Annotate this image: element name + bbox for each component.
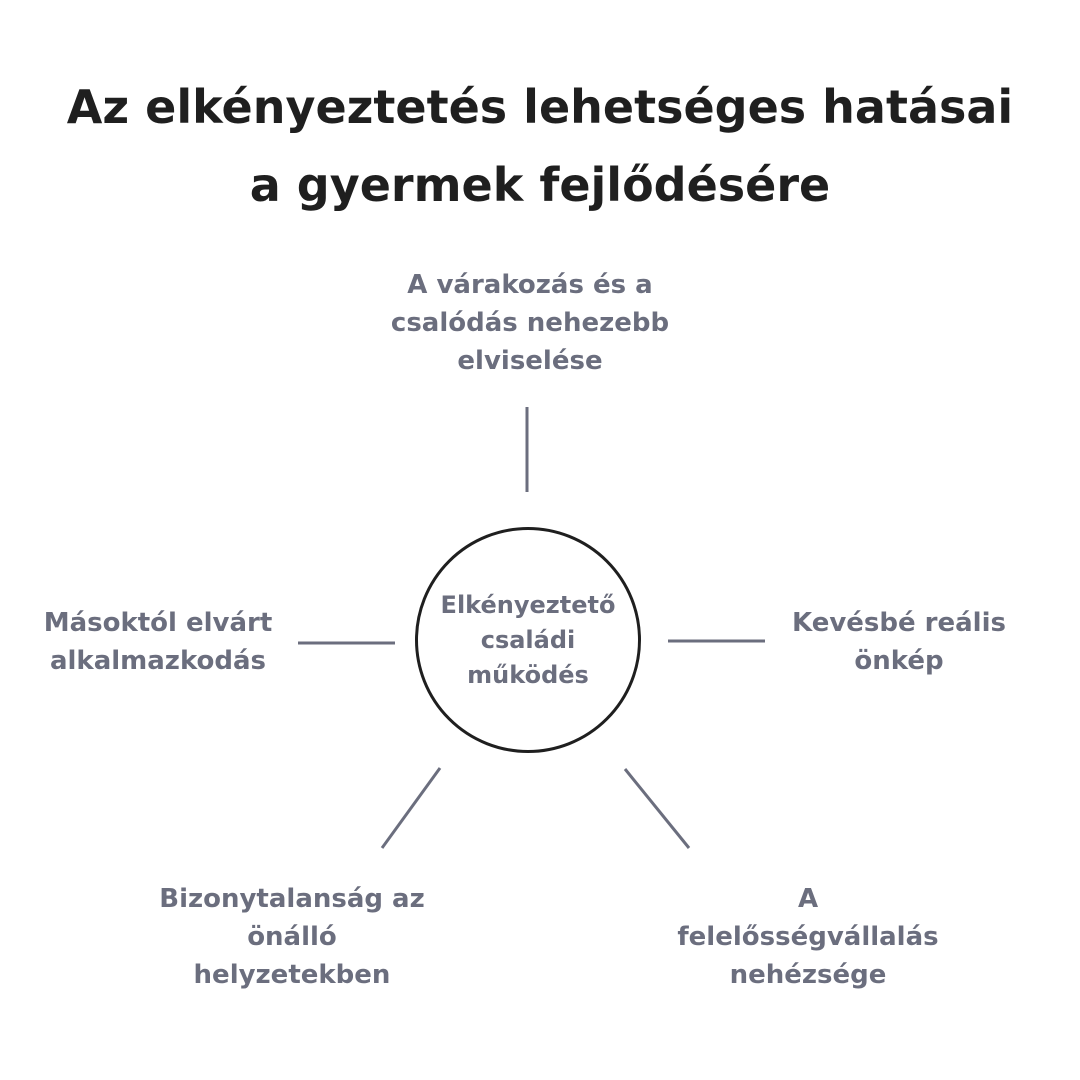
diagram-title-line-2: a gyermek fejlődésére [249, 158, 831, 212]
effect-bottom-right-line-3: nehézsége [729, 960, 887, 990]
center-node-line-3: működés [467, 660, 589, 689]
effect-top-line-2: csalódás nehezebb [390, 308, 670, 338]
effect-right [770, 604, 1028, 680]
connector-bottom-right [625, 769, 689, 848]
effect-bottom-left-line-1: Bizonytalanság az [159, 884, 425, 914]
connector-bottom-left [382, 768, 440, 848]
effect-bottom-left-line-3: helyzetekben [193, 960, 391, 990]
effect-top-line-3: elviselése [457, 346, 603, 376]
effect-top-line-1: A várakozás és a [407, 270, 653, 300]
effect-top [330, 266, 730, 380]
effect-left-line-1: Másoktól elvárt [43, 608, 273, 638]
effect-bottom-right-line-1: A [797, 884, 819, 914]
effect-right-line-2: önkép [854, 646, 944, 676]
effect-bottom-right [650, 880, 966, 994]
effect-bottom-left-line-2: önálló [247, 922, 337, 952]
center-node-line-1: Elkényeztető [440, 590, 616, 619]
effect-left [20, 604, 296, 680]
center-node-line-2: családi [480, 625, 576, 654]
effect-bottom-left [140, 880, 444, 994]
center-node [415, 527, 641, 753]
effect-right-line-1: Kevésbé reális [792, 608, 1006, 638]
effect-left-line-2: alkalmazkodás [49, 646, 267, 676]
effect-bottom-right-line-2: felelősségvállalás [677, 922, 939, 952]
diagram-title-line-1: Az elkényeztetés lehetséges hatásai [66, 80, 1014, 134]
center-node-label [425, 588, 631, 693]
